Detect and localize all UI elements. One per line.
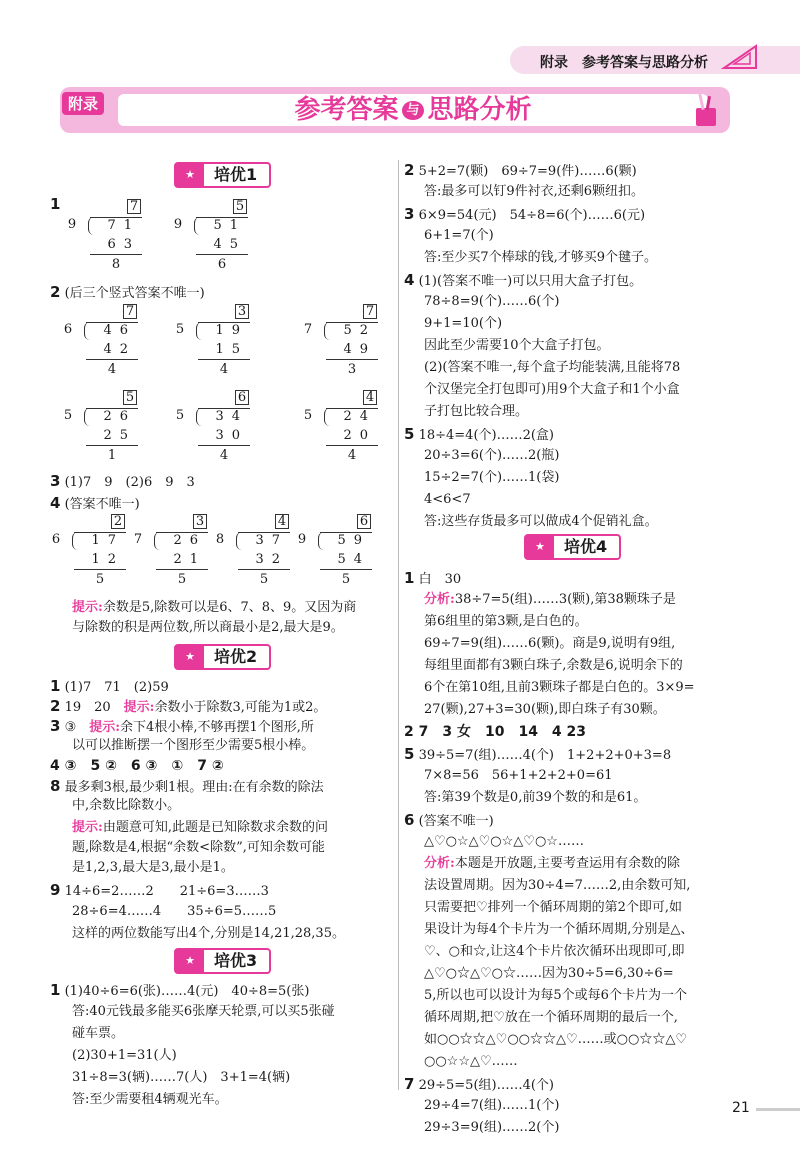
s3-q1-e: 31÷8=3(辆)……7(人) 3+1=4(辆) bbox=[72, 1070, 291, 1085]
division-top-line bbox=[90, 217, 142, 218]
p6-f: ♡、○和☆,让这4个卡片依次循环出现即可,即 bbox=[424, 944, 685, 959]
p5-a: 39÷5=7(组)……4(个) 1+2+2+0+3=8 bbox=[418, 748, 672, 763]
r4 bbox=[404, 270, 642, 292]
division-bracket bbox=[84, 322, 90, 340]
division-a2 bbox=[170, 197, 248, 272]
p6-b: 本题是开放题,主要考查运用有余数的除 bbox=[454, 856, 680, 871]
remainder: 8 bbox=[111, 257, 121, 272]
division-bracket bbox=[196, 408, 202, 426]
s3-q1-b: 答:40元钱最多能买6张摩天轮票,可以买5张碰 bbox=[72, 1004, 335, 1019]
dividend: 52 bbox=[343, 323, 376, 338]
p5-b: 7×8=56 56+1+2+2+0=61 bbox=[424, 768, 613, 783]
dividend: 19 bbox=[215, 323, 248, 338]
s2-q3-tip: 余下4根小棒,不够再摆1个图形,所 bbox=[120, 720, 314, 735]
quotient-box: 3 bbox=[193, 514, 207, 529]
dividend: 37 bbox=[255, 533, 288, 548]
quotient-box: 6 bbox=[357, 514, 371, 529]
product: 12 bbox=[91, 552, 124, 567]
product: 21 bbox=[173, 552, 206, 567]
product: 20 bbox=[343, 428, 376, 443]
dividend: 59 bbox=[337, 533, 370, 548]
division-b2 bbox=[172, 302, 250, 377]
r4-f: 个汉堡完全打包即可)用9个大盒子和1个小盒 bbox=[424, 382, 680, 397]
remainder: 5 bbox=[177, 572, 187, 587]
divisor-digit: 5 bbox=[175, 408, 185, 423]
product: 63 bbox=[107, 237, 140, 252]
divisor-digit: 9 bbox=[173, 217, 183, 232]
division-bracket bbox=[324, 408, 330, 426]
remainder: 4 bbox=[219, 362, 229, 377]
q2-number: 2 bbox=[50, 283, 61, 301]
section-peiyou3: ★ 培优3 bbox=[174, 948, 271, 974]
r4-g: 子打包比较合理。 bbox=[424, 404, 529, 419]
r4-c: 9+1=10(个) bbox=[424, 316, 503, 331]
r5-b: 20÷3=6(个)……2(瓶) bbox=[424, 448, 560, 463]
r4-d: 因此至少需要10个大盒子打包。 bbox=[424, 338, 610, 353]
division-top-line bbox=[86, 408, 138, 409]
p7-number: 7 bbox=[404, 1075, 415, 1093]
s2-q4-7: 4 ③ 5 ② 6 ③ ① 7 ② bbox=[50, 758, 224, 774]
division-c3 bbox=[212, 512, 290, 587]
division-a1 bbox=[64, 197, 142, 272]
p5 bbox=[404, 744, 671, 766]
division-top-line bbox=[198, 408, 250, 409]
divisor-digit: 6 bbox=[51, 532, 61, 547]
section-peiyou4: ★ 培优4 bbox=[524, 534, 621, 560]
p6 bbox=[404, 810, 494, 832]
division-top-line bbox=[196, 217, 248, 218]
division-c1 bbox=[48, 512, 126, 587]
section-peiyou1: ★ 培优1 bbox=[174, 162, 271, 188]
division-bracket bbox=[196, 322, 202, 340]
page-footer-bar bbox=[756, 1108, 800, 1111]
p1-d: 每组里面都有3颗白珠子,余数是6,说明余下的 bbox=[424, 658, 683, 673]
q4-tip-line2: 与除数的积是两位数,所以商最小是2,最大是9。 bbox=[72, 620, 344, 635]
r4-a: (1)(答案不唯一)可以只用大盒子打包。 bbox=[418, 274, 643, 289]
quotient-box: 7 bbox=[363, 304, 377, 319]
remainder: 4 bbox=[347, 448, 357, 463]
product: 42 bbox=[103, 342, 136, 357]
s2-q1-answer: (1)7 71 (2)59 bbox=[64, 680, 169, 695]
r5-number: 5 bbox=[404, 425, 415, 443]
s2-q8-tip-b: 题,除数是4,根据“余数<除数”,可知余数可能 bbox=[72, 840, 325, 855]
p6-g: △♡○☆△♡○☆……因为30÷5=6,30÷6= bbox=[424, 966, 674, 981]
r3-b: 6+1=7(个) bbox=[424, 228, 494, 243]
s2-q2-number: 2 bbox=[50, 697, 61, 715]
dividend: 26 bbox=[103, 409, 136, 424]
s2-q2-tip: 余数小于除数3,可能为1或2。 bbox=[154, 700, 327, 715]
division-top-line bbox=[238, 532, 290, 533]
divisor-digit: 7 bbox=[133, 532, 143, 547]
s3-q1-c: 碰车票。 bbox=[72, 1026, 125, 1041]
division-b5 bbox=[172, 388, 250, 463]
r5-d: 4<6<7 bbox=[424, 492, 471, 507]
quotient-box: 2 bbox=[111, 514, 125, 529]
q3-number: 3 bbox=[50, 472, 61, 490]
division-bracket bbox=[72, 532, 78, 550]
s2-q3-tip-label: 提示: bbox=[89, 720, 121, 735]
s2-q3-line2: 以可以推断摆一个图形至少需要5根小棒。 bbox=[72, 738, 315, 753]
p7 bbox=[404, 1074, 554, 1096]
s2-q9-c: 这样的两位数能写出4个,分别是14,21,28,35。 bbox=[72, 926, 345, 941]
division-bracket bbox=[194, 217, 200, 235]
s2-q9-b: 28÷6=4……4 35÷6=5……5 bbox=[72, 904, 277, 919]
dividend: 17 bbox=[91, 533, 124, 548]
p6-d: 只需要把♡排列一个循环周期的第2个即可,如 bbox=[424, 900, 683, 915]
r4-b: 78÷8=9(个)……6(个) bbox=[424, 294, 560, 309]
s2-q2-answer: 19 20 bbox=[64, 700, 124, 715]
p6-e: 果设计为每4个卡片为一个循环周期,分别是△、 bbox=[424, 922, 694, 937]
q3-text bbox=[50, 471, 195, 493]
r4-e: (2)(答案不唯一,每个盒子均能装满,且能将78 bbox=[424, 360, 681, 375]
divisor-digit: 5 bbox=[175, 322, 185, 337]
quotient-box: 7 bbox=[127, 199, 141, 214]
r2 bbox=[404, 160, 637, 182]
s3-q1-number: 1 bbox=[50, 981, 61, 999]
divisor-digit: 6 bbox=[63, 322, 73, 337]
divisor-digit: 5 bbox=[303, 408, 313, 423]
s3-q1-a: (1)40÷6=6(张)……4(元) 40÷8=5(张) bbox=[64, 984, 310, 999]
s2-q1 bbox=[50, 676, 169, 698]
division-top-line bbox=[198, 322, 250, 323]
s2-q1-number: 1 bbox=[50, 677, 61, 695]
division-b4 bbox=[60, 388, 138, 463]
product: 45 bbox=[213, 237, 246, 252]
dividend: 46 bbox=[103, 323, 136, 338]
division-bracket bbox=[88, 217, 94, 235]
quotient-box: 3 bbox=[235, 304, 249, 319]
remainder: 5 bbox=[259, 572, 269, 587]
p1 bbox=[404, 568, 461, 590]
q4-tip-label: 提示: bbox=[72, 600, 103, 615]
p5-c: 答:第39个数是0,前39个数的和是61。 bbox=[424, 790, 647, 805]
remainder: 4 bbox=[107, 362, 117, 377]
q4-number: 4 bbox=[50, 494, 61, 512]
r5-c: 15÷2=7(个)……1(袋) bbox=[424, 470, 560, 485]
division-bracket bbox=[318, 532, 324, 550]
p1-answer: 白 30 bbox=[418, 572, 462, 587]
s2-q8-number: 8 bbox=[50, 777, 61, 795]
s2-q3 bbox=[50, 716, 314, 738]
dividend: 71 bbox=[107, 218, 140, 233]
p1-a: 38÷7=5(组)……3(颗),第38颗珠子是 bbox=[454, 592, 676, 607]
r3 bbox=[404, 204, 645, 226]
p6-i: 循环周期,把♡放在一个循环周期的最后一个, bbox=[424, 1010, 678, 1025]
s2-q3-answer: ③ bbox=[64, 720, 90, 735]
quotient-box: 5 bbox=[233, 199, 247, 214]
q3-answer: (1)7 9 (2)6 9 3 bbox=[64, 475, 195, 490]
r3-c: 答:至少买7个棒球的钱,才够买9个毽子。 bbox=[424, 250, 658, 265]
q4-note: (答案不唯一) bbox=[64, 497, 140, 512]
banner-title bbox=[118, 94, 708, 126]
s2-q3-number: 3 bbox=[50, 717, 61, 735]
s2-q9 bbox=[50, 880, 269, 902]
column-divider bbox=[398, 160, 399, 1090]
p6-label: 分析: bbox=[424, 856, 455, 871]
r2-a: 5+2=7(颗) 69÷7=9(件)……6(颗) bbox=[418, 164, 637, 179]
product: 49 bbox=[343, 342, 376, 357]
q4-tip-a: 余数是5,除数可以是6、7、8、9。又因为商 bbox=[102, 600, 357, 615]
quotient-box: 7 bbox=[123, 304, 137, 319]
r5 bbox=[404, 424, 554, 446]
division-bracket bbox=[154, 532, 160, 550]
r3-a: 6×9=54(元) 54÷8=6(个)……6(元) bbox=[418, 208, 646, 223]
section-peiyou2: ★ 培优2 bbox=[174, 644, 271, 670]
s2-q8-b: 中,余数比除数小。 bbox=[72, 798, 181, 813]
divisor-digit: 9 bbox=[297, 532, 307, 547]
header-title: 附录 参考答案与思路分析 bbox=[540, 55, 708, 71]
remainder: 5 bbox=[95, 572, 105, 587]
dividend: 24 bbox=[343, 409, 376, 424]
p7-c: 29÷3=9(组)……2(个) bbox=[424, 1120, 560, 1135]
remainder: 3 bbox=[347, 362, 357, 377]
division-b3 bbox=[300, 302, 378, 377]
division-b1 bbox=[60, 302, 138, 377]
p1-e: 6个在第10组,且前3颗珠子都是白色的。3×9= bbox=[424, 680, 695, 695]
p5-number: 5 bbox=[404, 745, 415, 763]
p6-a: △♡○☆△♡○☆△♡○☆…… bbox=[424, 834, 584, 849]
remainder: 5 bbox=[341, 572, 351, 587]
p1-analysis bbox=[424, 590, 676, 610]
s2-q8-a: 最多剩3根,最少剩1根。理由:在有余数的除法 bbox=[64, 780, 324, 795]
p7-b: 29÷4=7(组)……1(个) bbox=[424, 1098, 560, 1113]
divisor-digit: 8 bbox=[215, 532, 225, 547]
p6-note: (答案不唯一) bbox=[418, 814, 494, 829]
division-top-line bbox=[326, 408, 378, 409]
q2-note: (后三个竖式答案不唯一) bbox=[64, 286, 205, 301]
division-top-line bbox=[156, 532, 208, 533]
divisor-digit: 5 bbox=[63, 408, 73, 423]
r2-b: 答:最多可以钉9件衬衣,还剩6颗纽扣。 bbox=[424, 184, 645, 199]
s2-q8 bbox=[50, 776, 324, 798]
banner-title-b: 思路分析 bbox=[427, 95, 532, 125]
p6-k: ○○☆☆△♡…… bbox=[424, 1054, 518, 1069]
division-bracket bbox=[84, 408, 90, 426]
division-bracket bbox=[236, 532, 242, 550]
p6-analysis bbox=[424, 854, 680, 874]
division-c4 bbox=[294, 512, 372, 587]
r5-e: 答:这些存货最多可以做成4个促销礼盒。 bbox=[424, 514, 658, 529]
product: 30 bbox=[215, 428, 248, 443]
s2-q8-tip-c: 是1,2,3,最大是3,最小是1。 bbox=[72, 860, 234, 875]
dividend: 26 bbox=[173, 533, 206, 548]
division-top-line bbox=[326, 322, 378, 323]
division-c2 bbox=[130, 512, 208, 587]
r5-a: 18÷4=4(个)……2(盒) bbox=[418, 428, 555, 443]
s3-q1 bbox=[50, 980, 309, 1002]
remainder: 1 bbox=[107, 448, 117, 463]
s3-q1-f: 答:至少需要租4辆观光车。 bbox=[72, 1092, 228, 1107]
p6-j: 如○○☆☆△♡○○☆☆△♡……或○○☆☆△♡ bbox=[424, 1032, 688, 1047]
s2-q2-tip-label: 提示: bbox=[123, 700, 155, 715]
p6-c: 法设置周期。因为30÷4=7……2,由余数可知, bbox=[424, 878, 691, 893]
p6-h: 5,所以也可以设计为每5个或每6个卡片为一个 bbox=[424, 988, 687, 1003]
product: 32 bbox=[255, 552, 288, 567]
quotient-box: 4 bbox=[363, 390, 377, 405]
quotient-box: 4 bbox=[275, 514, 289, 529]
p7-a: 29÷5=5(组)……4(个) bbox=[418, 1078, 555, 1093]
quotient-box: 5 bbox=[123, 390, 137, 405]
s2-q8-tip-label: 提示: bbox=[72, 820, 103, 835]
remainder: 6 bbox=[217, 257, 227, 272]
division-b6 bbox=[300, 388, 378, 463]
division-bracket bbox=[324, 322, 330, 340]
product: 25 bbox=[103, 428, 136, 443]
p6-number: 6 bbox=[404, 811, 415, 829]
q4-tip-line1 bbox=[72, 598, 356, 618]
dividend: 34 bbox=[215, 409, 248, 424]
r2-number: 2 bbox=[404, 161, 415, 179]
dividend: 51 bbox=[213, 218, 246, 233]
q2-text bbox=[50, 282, 205, 304]
divisor-digit: 9 bbox=[67, 217, 77, 232]
s2-q8-tip bbox=[72, 818, 328, 838]
division-top-line bbox=[86, 322, 138, 323]
divisor-digit: 7 bbox=[303, 322, 313, 337]
division-top-line bbox=[74, 532, 126, 533]
product: 15 bbox=[215, 342, 248, 357]
banner-title-a: 参考答案 bbox=[294, 95, 399, 125]
s2-q2 bbox=[50, 696, 326, 718]
p2-4: 2 7 3 女 10 14 4 23 bbox=[404, 724, 587, 740]
p1-c: 69÷7=9(组)……6(颗)。商是9,说明有9组, bbox=[424, 636, 676, 651]
p1-number: 1 bbox=[404, 569, 415, 587]
banner-tag: 附录 bbox=[62, 92, 104, 115]
p1-label: 分析: bbox=[424, 592, 455, 607]
s2-q9-number: 9 bbox=[50, 881, 61, 899]
r3-number: 3 bbox=[404, 205, 415, 223]
s2-q9-a: 14÷6=2……2 21÷6=3……3 bbox=[64, 884, 269, 899]
r4-number: 4 bbox=[404, 271, 415, 289]
division-top-line bbox=[320, 532, 372, 533]
triangle-ruler-icon bbox=[720, 42, 760, 70]
page-number: 21 bbox=[732, 1100, 750, 1116]
s3-q1-d: (2)30+1=31(人) bbox=[72, 1048, 177, 1063]
q1-number: 1 bbox=[50, 195, 61, 213]
pencil-cup-icon bbox=[692, 92, 722, 128]
s2-q8-tip-a: 由题意可知,此题是已知除数求余数的问 bbox=[102, 820, 328, 835]
product: 54 bbox=[337, 552, 370, 567]
quotient-box: 6 bbox=[235, 390, 249, 405]
remainder: 4 bbox=[219, 448, 229, 463]
p1-b: 第6组里的第3颗,是白色的。 bbox=[424, 614, 588, 629]
p1-f: 27(颗),27+3=30(颗),即白珠子有30颗。 bbox=[424, 702, 666, 717]
banner-title-mid: 与 bbox=[402, 101, 423, 120]
